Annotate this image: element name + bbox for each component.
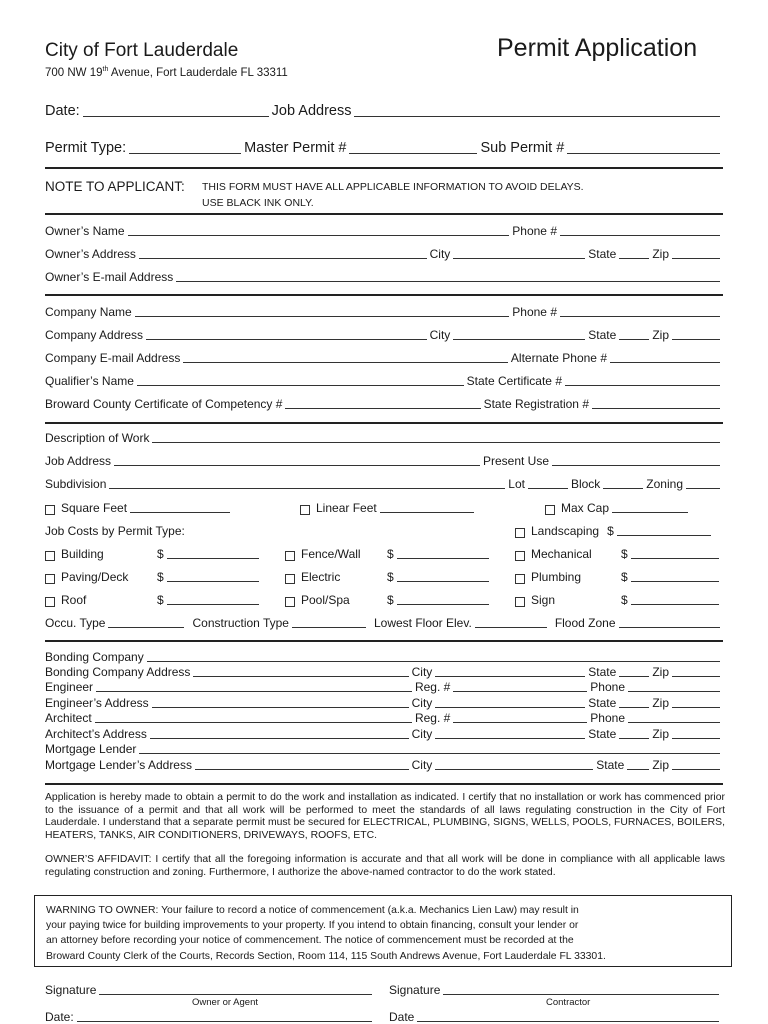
zoning-label: Zoning (646, 477, 683, 491)
architect-city-label: City (411, 727, 433, 741)
block-field[interactable] (603, 488, 643, 489)
permit-type-field[interactable] (129, 153, 241, 154)
construction-type-field[interactable] (292, 627, 366, 628)
engineer-state-field[interactable] (619, 707, 649, 708)
architect-row (45, 711, 723, 725)
roof-label: Roof (61, 593, 87, 607)
fence-wall-dollar: $ (387, 547, 394, 561)
engineer-label: Engineer (45, 680, 94, 694)
square-feet-group (45, 501, 233, 515)
date-label: Date: (45, 103, 80, 119)
address-suffix: Avenue, Fort Lauderdale FL 33311 (108, 66, 288, 79)
company-zip-label: Zip (652, 328, 669, 342)
architect-address-label: Architect’s Address (45, 727, 147, 741)
engineer-city-field[interactable] (435, 707, 585, 708)
zoning-field[interactable] (686, 488, 720, 489)
paving-deck-cost-field[interactable] (167, 581, 259, 582)
work-job-address-field[interactable] (114, 465, 480, 466)
roof-dollar: $ (157, 593, 164, 607)
max-cap-checkbox[interactable] (545, 505, 555, 515)
warning-line-3: an attorney before recording your notice of commencement. The notice of commencement must be recorded at the (46, 935, 574, 947)
note-label: NOTE TO APPLICANT: (45, 179, 185, 194)
company-state-label: State (588, 328, 617, 342)
company-address-field[interactable] (146, 339, 427, 340)
bonding-zip-field[interactable] (672, 676, 720, 677)
building-group (45, 547, 262, 561)
pool-spa-checkbox[interactable] (285, 597, 295, 607)
permit-type-label: Permit Type: (45, 140, 127, 156)
sign-checkbox[interactable] (515, 597, 525, 607)
owner-state-field[interactable] (619, 258, 649, 259)
bonding-state-label: State (588, 665, 617, 679)
owner-date-field[interactable] (77, 1021, 372, 1022)
form-title: Permit Application (497, 34, 698, 62)
mortgage-state-label: State (596, 758, 625, 772)
warning-text (46, 903, 606, 964)
warning-line-2: your paying twice for building improvements to your property. If you intend to obtain financing, consult your lender or (46, 920, 579, 932)
roof-checkbox[interactable] (45, 597, 55, 607)
architect-address-field[interactable] (150, 738, 409, 739)
sign-group (515, 593, 722, 607)
mechanical-dollar: $ (621, 547, 628, 561)
mechanical-cost-field[interactable] (631, 558, 719, 559)
contractor-caption: Contractor (546, 997, 591, 1008)
company-address-label: Company Address (45, 328, 144, 342)
mortgage-address-label: Mortgage Lender’s Address (45, 758, 192, 772)
owner-signature-field[interactable] (99, 994, 372, 995)
occu-type-label: Occu. Type (45, 616, 106, 630)
fence-wall-cost-field[interactable] (397, 558, 489, 559)
mechanical-label: Mechanical (531, 547, 592, 561)
warning-line-1: WARNING TO OWNER: Your failure to record a notice of commencement (a.k.a. Mechanics Lien Law) may result in (46, 905, 579, 916)
building-cost-field[interactable] (167, 558, 259, 559)
bonding-address-label: Bonding Company Address (45, 665, 191, 679)
paving-deck-label: Paving/Deck (61, 570, 129, 584)
broward-cert-field[interactable] (285, 408, 480, 409)
engineer-reg-label: Reg. # (414, 680, 451, 694)
block-label: Block (570, 477, 601, 491)
work-job-address-row (45, 454, 723, 468)
company-email-label: Company E-mail Address (45, 351, 181, 365)
date-row (45, 103, 723, 119)
linear-feet-checkbox[interactable] (300, 505, 310, 515)
company-city-field[interactable] (453, 339, 585, 340)
bonding-city-field[interactable] (435, 676, 585, 677)
qualifier-row (45, 374, 723, 388)
description-row (45, 431, 723, 445)
building-dollar: $ (157, 547, 164, 561)
engineer-phone-label: Phone (590, 680, 625, 694)
sub-permit-label: Sub Permit # (480, 140, 565, 156)
electric-checkbox[interactable] (285, 574, 295, 584)
company-zip-field[interactable] (672, 339, 720, 340)
flood-zone-label: Flood Zone (554, 616, 616, 630)
fence-wall-checkbox[interactable] (285, 551, 295, 561)
mortgage-address-field[interactable] (195, 769, 409, 770)
sub-permit-field[interactable] (567, 153, 720, 154)
qualifier-label: Qualifier’s Name (45, 374, 134, 388)
job-address-label: Job Address (271, 103, 352, 119)
company-phone-label: Phone # (512, 305, 557, 319)
architect-reg-field[interactable] (453, 722, 587, 723)
engineer-address-field[interactable] (152, 707, 409, 708)
present-use-label: Present Use (482, 454, 549, 468)
divider (45, 294, 723, 296)
lowest-floor-field[interactable] (475, 627, 547, 628)
mortgage-city-label: City (411, 758, 433, 772)
building-label: Building (61, 547, 104, 561)
engineer-city-label: City (411, 696, 433, 710)
company-email-field[interactable] (183, 362, 508, 363)
bonding-company-field[interactable] (147, 661, 720, 662)
engineer-address-label: Engineer’s Address (45, 696, 149, 710)
date-field[interactable] (83, 116, 269, 117)
contractor-signature-label: Signature (389, 983, 441, 997)
owner-signature-label: Signature (45, 983, 97, 997)
occu-type-field[interactable] (108, 627, 184, 628)
address-superscript: th (102, 66, 109, 73)
landscaping-group (515, 524, 714, 538)
owner-name-field[interactable] (128, 235, 510, 236)
paving-deck-group (45, 570, 262, 584)
contractor-date-group (389, 1010, 722, 1024)
square-feet-field[interactable] (130, 512, 230, 513)
construction-type-label: Construction Type (192, 616, 289, 630)
electric-group (285, 570, 492, 584)
job-address-field[interactable] (354, 116, 720, 117)
divider (45, 167, 723, 169)
architect-zip-field[interactable] (672, 738, 720, 739)
bonding-zip-label: Zip (652, 665, 669, 679)
company-name-label: Company Name (45, 305, 132, 319)
architect-reg-label: Reg. # (414, 711, 451, 725)
electric-dollar: $ (387, 570, 394, 584)
linear-feet-field[interactable] (380, 512, 474, 513)
architect-state-label: State (588, 727, 617, 741)
engineer-zip-field[interactable] (672, 707, 720, 708)
broward-cert-label: Broward County Certificate of Competency # (45, 397, 283, 411)
owner-email-label: Owner’s E-mail Address (45, 270, 174, 284)
contractor-date-label: Date (389, 1010, 415, 1024)
mortgage-lender-row (45, 742, 723, 756)
qualifier-field[interactable] (137, 385, 464, 386)
lowest-floor-label: Lowest Floor Elev. (373, 616, 472, 630)
flood-zone-field[interactable] (619, 627, 720, 628)
state-cert-label: State Certificate # (466, 374, 562, 388)
master-permit-label: Master Permit # (244, 140, 347, 156)
owner-phone-label: Phone # (512, 224, 557, 238)
bonding-company-label: Bonding Company (45, 650, 144, 664)
engineer-address-row (45, 696, 723, 710)
divider (45, 213, 723, 215)
divider (45, 783, 723, 785)
owner-or-agent-caption: Owner or Agent (192, 997, 259, 1008)
master-permit-field[interactable] (349, 153, 477, 154)
mechanical-group (515, 547, 722, 561)
state-reg-label: State Registration # (483, 397, 589, 411)
building-checkbox[interactable] (45, 551, 55, 561)
warning-line-4: Broward County Clerk of the Courts, Records Section, Room 114, 115 South Andrews Avenue, Fort Lauderdale FL 33301. (46, 950, 606, 962)
paving-deck-dollar: $ (157, 570, 164, 584)
address-prefix: 700 NW 19 (45, 66, 103, 79)
plumbing-cost-field[interactable] (631, 581, 719, 582)
architect-address-row (45, 727, 723, 741)
owner-date-group (45, 1010, 375, 1024)
company-state-field[interactable] (619, 339, 649, 340)
max-cap-field[interactable] (612, 512, 688, 513)
subdivision-label: Subdivision (45, 477, 107, 491)
owner-email-field[interactable] (176, 281, 720, 282)
mortgage-zip-field[interactable] (672, 769, 720, 770)
divider (45, 422, 723, 424)
pool-spa-group (285, 593, 492, 607)
lot-label: Lot (508, 477, 525, 491)
alt-phone-field[interactable] (610, 362, 720, 363)
sign-label: Sign (531, 593, 556, 607)
work-job-address-label: Job Address (45, 454, 112, 468)
engineer-zip-label: Zip (652, 696, 669, 710)
architect-state-field[interactable] (619, 738, 649, 739)
plumbing-checkbox[interactable] (515, 574, 525, 584)
sign-dollar: $ (621, 593, 628, 607)
bonding-city-label: City (411, 665, 433, 679)
sign-cost-field[interactable] (631, 604, 719, 605)
mechanical-checkbox[interactable] (515, 551, 525, 561)
owner-zip-label: Zip (652, 247, 669, 261)
description-field[interactable] (152, 442, 720, 443)
permit-row (45, 140, 723, 156)
company-city-label: City (429, 328, 451, 342)
owners-affidavit: OWNER’S AFFIDAVIT: I certify that all the foregoing information is accurate and that all work will be done in compliance with all applicable laws regulating construction and zoning. Furthermore, I authorize the above-named contractor to do the work stated. (45, 854, 725, 878)
landscaping-cost-field[interactable] (617, 535, 711, 536)
owner-signature-group (45, 983, 375, 997)
mortgage-state-field[interactable] (627, 769, 649, 770)
city-title: City of Fort Lauderdale (45, 40, 239, 61)
bonding-state-field[interactable] (619, 676, 649, 677)
max-cap-group (545, 501, 691, 515)
owner-zip-field[interactable] (672, 258, 720, 259)
engineer-phone-field[interactable] (628, 691, 720, 692)
owner-address-label: Owner’s Address (45, 247, 136, 261)
plumbing-label: Plumbing (531, 570, 582, 584)
electric-label: Electric (301, 570, 341, 584)
square-feet-label: Square Feet (61, 501, 128, 515)
landscaping-dollar: $ (607, 524, 614, 538)
linear-feet-label: Linear Feet (316, 501, 377, 515)
present-use-field[interactable] (552, 465, 720, 466)
owner-state-label: State (588, 247, 617, 261)
electric-cost-field[interactable] (397, 581, 489, 582)
company-name-field[interactable] (135, 316, 510, 317)
pool-spa-dollar: $ (387, 593, 394, 607)
owner-name-label: Owner’s Name (45, 224, 125, 238)
owner-email-row (45, 270, 723, 284)
company-email-row (45, 351, 723, 365)
architect-phone-field[interactable] (628, 722, 720, 723)
owner-address-field[interactable] (139, 258, 427, 259)
company-address-row (45, 328, 723, 342)
note-line-2: USE BLACK INK ONLY. (202, 197, 314, 209)
occupancy-row (45, 616, 723, 630)
owner-name-row (45, 224, 723, 238)
max-cap-label: Max Cap (561, 501, 610, 515)
mortgage-city-field[interactable] (435, 769, 593, 770)
architect-zip-label: Zip (652, 727, 669, 741)
owner-phone-field[interactable] (560, 235, 720, 236)
application-statement: Application is hereby made to obtain a permit to do the work and installation as indicated. I certify that no installation or work has commenced prior to the issuance of a permit and that all work will be performed to meet the standards of all laws regulating construction in the City of Fort Lauderdale. I understand that a separate permit must be secured for ELECTRICAL, PLUMBING, SIGNS, WELLS, POOLS, FURNACES, BOILERS, HEATERS, TANKS, AIR CONDITIONERS, DRIVEWAYS, ROOFS, ETC. (45, 792, 725, 841)
engineer-row (45, 680, 723, 694)
mortgage-lender-field[interactable] (139, 753, 720, 754)
subdivision-row (45, 477, 723, 491)
pool-spa-label: Pool/Spa (301, 593, 350, 607)
fence-wall-group (285, 547, 492, 561)
plumbing-dollar: $ (621, 570, 628, 584)
architect-phone-label: Phone (590, 711, 625, 725)
architect-field[interactable] (95, 722, 412, 723)
square-feet-checkbox[interactable] (45, 505, 55, 515)
bonding-company-row (45, 650, 723, 664)
company-name-row (45, 305, 723, 319)
description-label: Description of Work (45, 431, 150, 445)
architect-city-field[interactable] (435, 738, 585, 739)
engineer-state-label: State (588, 696, 617, 710)
state-cert-field[interactable] (565, 385, 720, 386)
alt-phone-label: Alternate Phone # (510, 351, 607, 365)
engineer-reg-field[interactable] (453, 691, 587, 692)
subdivision-field[interactable] (109, 488, 505, 489)
contractor-signature-group (389, 983, 722, 997)
note-line-1: THIS FORM MUST HAVE ALL APPLICABLE INFORMATION TO AVOID DELAYS. (202, 181, 584, 193)
owner-address-row (45, 247, 723, 261)
company-phone-field[interactable] (560, 316, 720, 317)
job-costs-label: Job Costs by Permit Type: (45, 524, 185, 538)
mortgage-zip-label: Zip (652, 758, 669, 772)
state-reg-field[interactable] (592, 408, 720, 409)
divider (45, 640, 723, 642)
landscaping-checkbox[interactable] (515, 528, 525, 538)
pool-spa-cost-field[interactable] (397, 604, 489, 605)
engineer-field[interactable] (96, 691, 412, 692)
landscaping-label: Landscaping (531, 524, 600, 538)
mortgage-address-row (45, 758, 723, 772)
owner-city-field[interactable] (453, 258, 585, 259)
lot-field[interactable] (528, 488, 568, 489)
contractor-signature-field[interactable] (443, 994, 719, 995)
owner-date-label: Date: (45, 1010, 74, 1024)
bonding-address-field[interactable] (193, 676, 408, 677)
mortgage-lender-label: Mortgage Lender (45, 742, 137, 756)
roof-group (45, 593, 262, 607)
fence-wall-label: Fence/Wall (301, 547, 361, 561)
bonding-address-row (45, 665, 723, 679)
owner-city-label: City (429, 247, 451, 261)
plumbing-group (515, 570, 722, 584)
city-address (45, 66, 288, 79)
linear-feet-group (300, 501, 477, 515)
contractor-date-field[interactable] (417, 1021, 719, 1022)
broward-cert-row (45, 397, 723, 411)
roof-cost-field[interactable] (167, 604, 259, 605)
paving-deck-checkbox[interactable] (45, 574, 55, 584)
architect-label: Architect (45, 711, 92, 725)
